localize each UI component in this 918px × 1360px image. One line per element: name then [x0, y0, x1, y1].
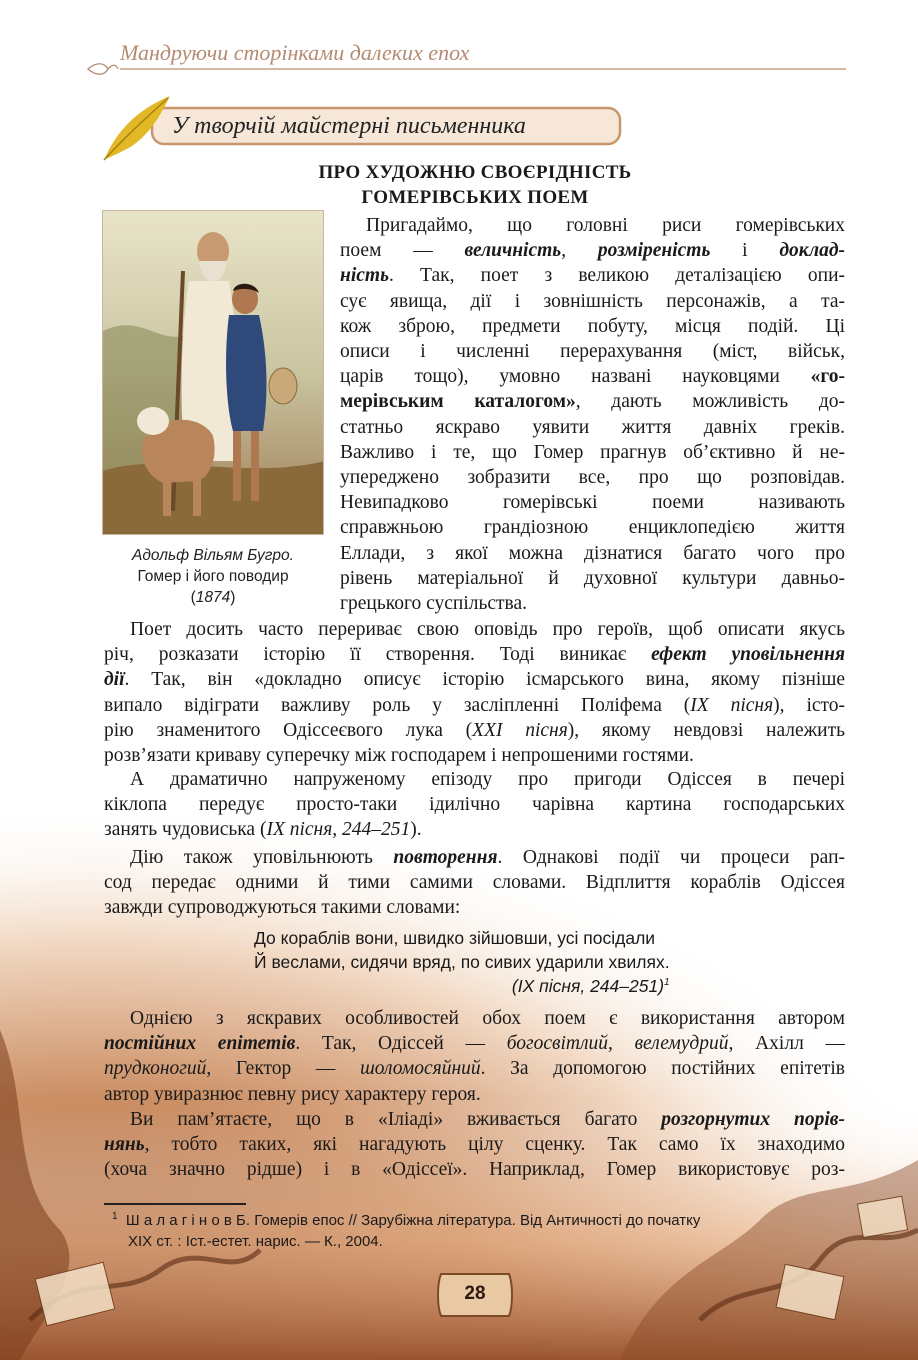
text-line: випало відіграти важливу роль у засліпленні Поліфема (IX пісня), істо-: [104, 694, 845, 716]
text-line: царів тощо), умовно названі науковцями «го-: [340, 366, 845, 388]
text-line: описи і численні перерахування (міст, військ,: [340, 341, 845, 363]
text-line: завжди супроводжуються такими словами:: [104, 897, 461, 919]
text-line: сод передає одними й тими самими словами. Відплиття кораблів Одіссея: [104, 872, 845, 894]
text-line: Пригадаймо, що головні риси гомерівських: [366, 215, 845, 236]
text-line: занять чудовиська (IX пісня, 244–251).: [104, 819, 422, 841]
paragraph-4: [104, 845, 845, 921]
paragraph-5: [104, 1006, 845, 1107]
homer-painting-image: [102, 210, 324, 535]
footnote-marker[interactable]: 1: [664, 977, 670, 989]
poem-line: До кораблів вони, швидко зійшовши, усі посідали: [254, 928, 656, 948]
text-line: розв’язати криваву суперечку між господарем і непрошеними гостями.: [104, 745, 694, 767]
poem-line: Й веслами, сидячи вряд, по сивих ударили хвилях.: [254, 952, 670, 972]
section-title: У творчій майстерні письменника: [172, 113, 526, 139]
caption-year: 1874: [195, 589, 231, 606]
footnote-line: $^1$ Ш а л а г і н о в Б. Гомерів епос // Зарубіжна література. Від Античності до початку: [112, 1211, 701, 1229]
text-line: упереджено зобразити все, про що розповідав.: [340, 467, 845, 489]
text-line: поем — величність, розміреність і доклад-: [340, 240, 845, 262]
text-line: грецького суспільства.: [340, 593, 528, 615]
text-line: сує явища, дії і зовнішність персонажів, а та-: [340, 290, 845, 312]
footnote: [112, 1210, 852, 1252]
text-line: річ, розказати історію її створення. Тоді виникає ефект уповільнення: [104, 644, 845, 666]
text-line: нянь, тобто таких, які нагадують цілу сценку. Так само їх знаходимо: [104, 1134, 845, 1156]
caption-title: Гомер і його поводир: [137, 568, 289, 585]
header-ornament-rule: [86, 62, 848, 76]
text-line: А драматично напруженому епізоду про пригоди Одіссея в печері: [130, 769, 845, 790]
page-number: 28: [464, 1283, 486, 1304]
text-line: кож зброю, предмети побуту, місця подій. Ці: [340, 315, 845, 337]
article-title: [250, 160, 700, 210]
text-line: справжньою грандіозною енциклопедією життя: [340, 517, 845, 539]
text-line: статньо яскраво уявити життя давніх греків.: [340, 416, 845, 438]
footnote-divider: [104, 1203, 246, 1205]
paragraph-6: [104, 1107, 845, 1183]
running-header-title: Мандруючи сторінками далеких епох: [120, 40, 470, 65]
text-line: рівень матеріальної й духовної культури давньо-: [340, 567, 845, 589]
paragraph-2: [104, 617, 845, 768]
text-line: (хоча значно рідше) і в «Одіссеї». Наприклад, Гомер використовує роз-: [104, 1159, 845, 1181]
footnote-line: XIX ст. : Іст.-естет. нарис. — К., 2004.: [128, 1233, 383, 1250]
caption-year-line: (1874): [190, 589, 236, 606]
text-line: Поет досить часто перериває свою оповідь про героїв, щоб описати якусь: [130, 619, 845, 640]
text-line: дії. Так, він «докладно описує історію ісмарського вина, якому пізніше: [104, 669, 845, 691]
text-line: автор увиразнює певну рису характеру героя.: [104, 1083, 481, 1105]
text-line: Важливо і те, що Гомер прагнув об’єктивно й не-: [340, 441, 845, 463]
text-line: рію знаменитого Одіссеєвого лука (XXI пісня), якому невдовзі належить: [104, 719, 845, 741]
text-line: Ви пам’ятаєте, що в «Іліаді» вживається багато розгорнутих порів-: [130, 1109, 845, 1130]
text-line: прудконогий, Гектор — шоломосяйний. За допомогою постійних епітетів: [104, 1058, 845, 1080]
text-line: кіклопа передує просто-таки ідилічно чарівна картина господарських: [104, 794, 845, 816]
paragraph-1: [340, 213, 845, 616]
caption-author: Адольф Вільям Бугро.: [132, 547, 294, 564]
poem-source: (IX пісня, 244–251)$^1$: [511, 976, 670, 996]
text-line: постійних епітетів. Так, Одіссей — богосвітлий, велемудрий, Ахілл —: [104, 1033, 845, 1055]
text-line: мерівським каталогом», дають можливість до-: [340, 391, 845, 413]
poem-quotation: [254, 926, 670, 998]
paragraph-3: [104, 767, 845, 843]
text-line: Дію також уповільнюють повторення. Однакові події чи процеси рап-: [130, 847, 845, 868]
article-title-line: ГОМЕРІВСЬКИХ ПОЕМ: [361, 187, 589, 208]
text-line: ність. Так, поет з великою деталізацією опи-: [340, 265, 845, 287]
figure-caption: [102, 545, 324, 608]
text-line: Еллади, з якої можна дізнатися багато чого про: [340, 542, 845, 564]
painting-illustration: [103, 211, 324, 535]
text-line: Однією з яскравих особливостей обох поем є використання автором: [130, 1008, 845, 1029]
article-title-line: ПРО ХУДОЖНЮ СВОЄРІДНІСТЬ: [318, 162, 632, 183]
text-line: Невипадково гомерівські поеми називають: [340, 492, 845, 514]
